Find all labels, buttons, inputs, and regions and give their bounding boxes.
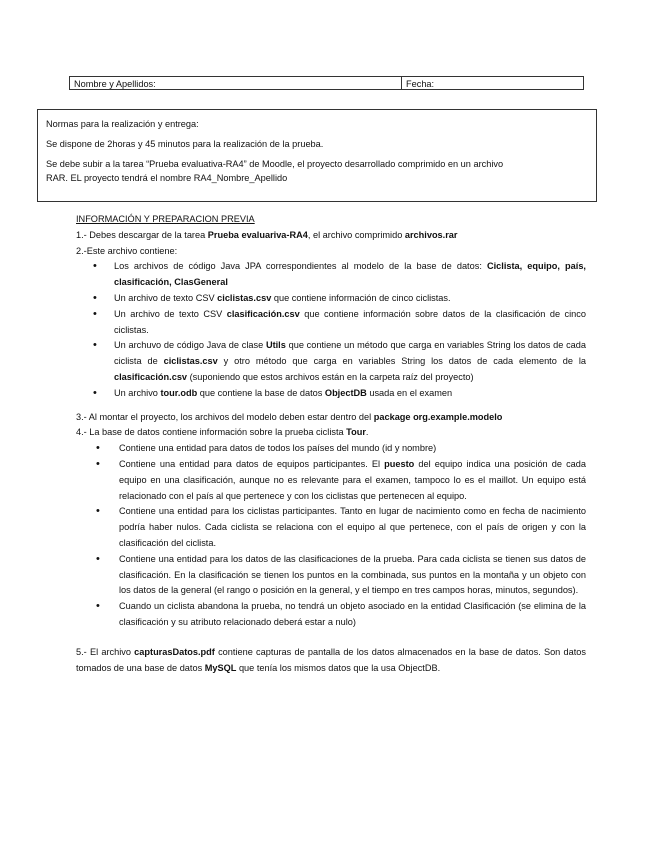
list-item: • Contiene una entidad para datos de todos los países del mundo (id y nombre) <box>76 441 586 457</box>
step-2: 2.-Este archivo contiene: <box>76 245 178 256</box>
list-item: • Los archivos de código Java JPA correspondientes al modelo de la base de datos: Ciclista, equipo, país, clasificación, ClasGeneral <box>76 259 586 291</box>
rules-upload-line1: Se debe subir a la tarea “Prueba evaluativa-RA4” de Moodle, el proyecto desarrollado comprimido en un archivo <box>46 159 504 169</box>
list-item: • Un archivo de texto CSV ciclistas.csv que contiene información de cinco ciclistas. <box>76 291 586 307</box>
list-item: • Contiene una entidad para los datos de las clasificaciones de la prueba. Para cada ciclista se tienen sus datos de clasificación. En la clasificación se tienen los puntos en la combinada, sus puntos en la montaña y un objeto con los datos de la general (el rango o posición en la general, y el tiempo en tres campos horas, minutos, segundos). <box>76 552 586 599</box>
list-item: • Contiene una entidad para los ciclistas participantes. Tanto en lugar de nacimiento como en fecha de nacimiento podría haber nulos. Cada ciclista se relaciona con el equipo al que pertenece, con el país de origen y con la clasificación del ciclista. <box>76 504 586 551</box>
student-info-table <box>69 76 584 90</box>
name-field-label: Nombre y Apellidos: <box>70 77 402 89</box>
step-5: 5.- El archivo capturasDatos.pdf contiene capturas de pantalla de los datos almacenados en la base de datos. Son datos tomados de una base de datos MySQL que tenía los mismos datos que la usa ObjectDB. <box>76 646 586 673</box>
database-contents-list <box>76 441 586 631</box>
list-item: • Un archivo de texto CSV clasificación.csv que contiene información sobre datos de la clasificación de cinco ciclistas. <box>76 307 586 339</box>
rules-title: Normas para la realización y entrega: <box>46 119 199 129</box>
archive-contents-list <box>76 259 586 401</box>
list-item: • Cuando un ciclista abandona la prueba, no tendrá un objeto asociado en la entidad Clasificación (se elimina de la clasificación y su atributo relacionado deberá estar a nulo) <box>76 599 586 631</box>
rules-box <box>37 109 597 202</box>
rules-upload-line2: RAR. EL proyecto tendrá el nombre RA4_Nombre_Apellido <box>46 173 288 183</box>
date-field-label: Fecha: <box>406 79 435 89</box>
list-item: • Un archuvo de código Java de clase Utils que contiene un método que carga en variables String los datos de cada ciclista de ciclistas.csv y otro método que carga en variables String los datos de cada elemento de la clasificación.csv (suponiendo que estos archivos están en la carpeta raíz del proyecto) <box>76 338 586 385</box>
section-title: INFORMACIÓN Y PREPARACION PREVIA <box>76 214 255 224</box>
list-item: • Un archivo tour.odb que contiene la base de datos ObjectDB usada en el examen <box>76 386 586 402</box>
step-1: 1.- Debes descargar de la tarea Prueba evaluariva-RA4, el archivo comprimido archivos.rar <box>76 229 458 240</box>
rules-duration: Se dispone de 2horas y 45 minutos para la realización de la prueba. <box>46 139 324 149</box>
step-4: 4.- La base de datos contiene información sobre la prueba ciclista Tour. <box>76 427 369 438</box>
list-item: • Contiene una entidad para datos de equipos participantes. El puesto del equipo indica una posición de cada equipo en una clasificación, aunque no es relevante para el examen, tampoco lo es el maillot. Un equipo está relacionado con el país al que pertenece y con los ciclistas que pertenecen al equipo. <box>76 457 586 504</box>
step-3: 3.- Al montar el proyecto, los archivos del modelo deben estar dentro del package org.example.modelo <box>76 411 503 422</box>
info-section <box>76 212 586 676</box>
